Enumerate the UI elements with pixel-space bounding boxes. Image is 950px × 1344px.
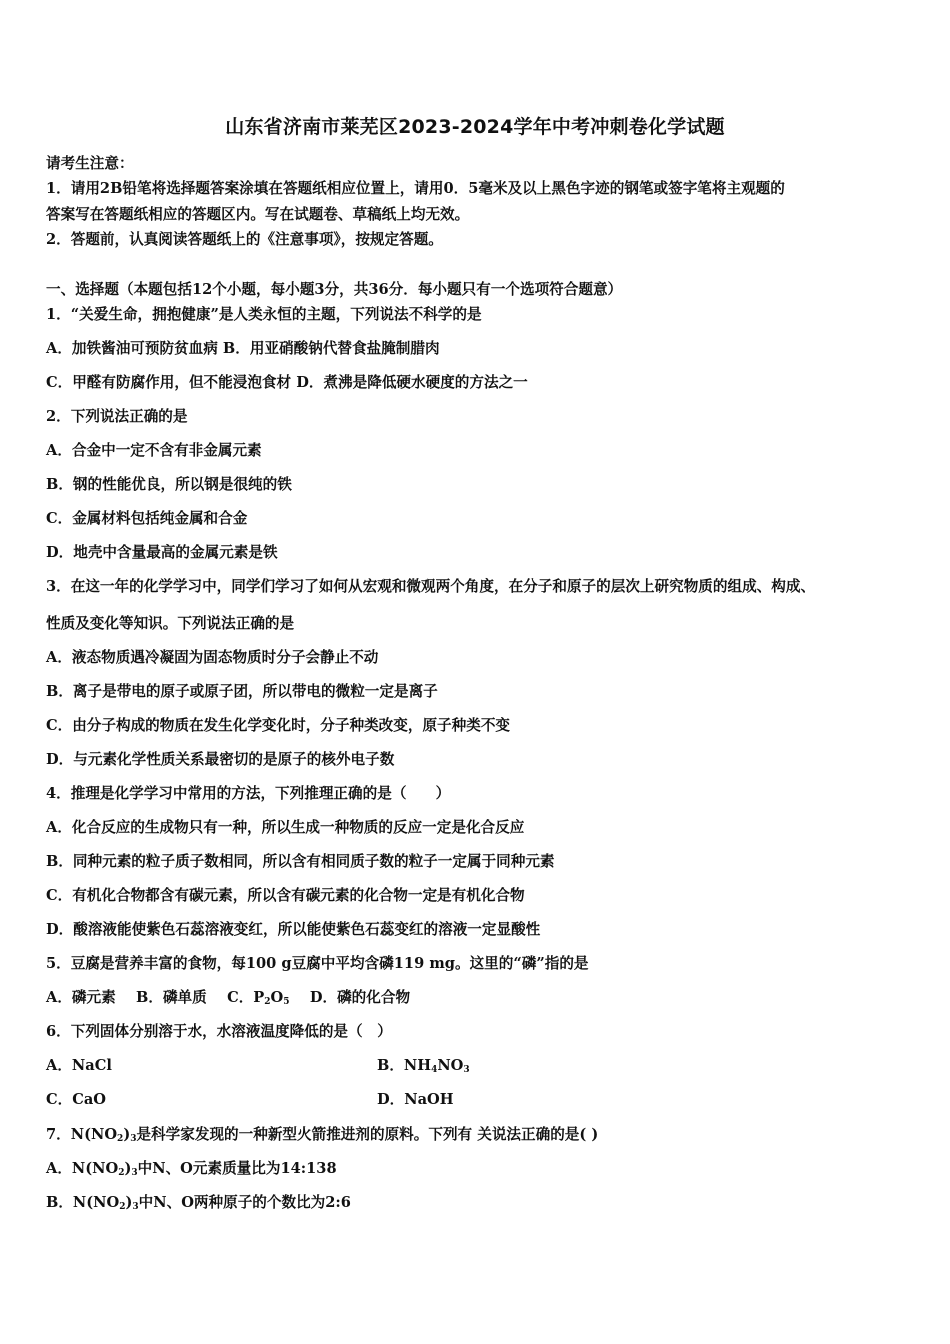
q2-option-d: D．地壳中含量最高的金属元素是铁 xyxy=(46,544,278,561)
q4-option-a: A．化合反应的生成物只有一种，所以生成一种物质的反应一定是化合反应 xyxy=(46,819,525,836)
q5-stem: 5．豆腐是营养丰富的食物，每100 g豆腐中平均含磷119 mg。这里的“磷”指的是 xyxy=(46,955,589,972)
q3-stem-2: 性质及变化等知识。下列说法正确的是 xyxy=(46,615,295,632)
q1-stem: 1．“关爱生命，拥抱健康”是人类永恒的主题，下列说法不科学的是 xyxy=(46,306,482,323)
q5-options xyxy=(46,986,410,1007)
page-title: 山东省济南市莱芜区2023-2024学年中考冲刺卷化学试题 xyxy=(225,116,725,138)
q2-option-a: A．合金中一定不含有非金属元素 xyxy=(46,442,262,459)
q3-stem-1: 3．在这一年的化学学习中，同学们学习了如何从宏观和微观两个角度，在分子和原子的层次上研究物质的组成、构成、 xyxy=(46,578,816,595)
q6-option-c: C．CaO xyxy=(46,1091,106,1108)
section-heading: 一、选择题（本题包括12个小题，每小题3分，共36分．每小题只有一个选项符合题意） xyxy=(46,281,623,298)
q3-option-d: D．与元素化学性质关系最密切的是原子的核外电子数 xyxy=(46,751,395,768)
notice-line-1a: 1．请用2B铅笔将选择题答案涂填在答题纸相应位置上，请用0．5毫米及以上黑色字迹的钢笔或签字笔将主观题的 xyxy=(46,180,785,197)
q2-option-c: C．金属材料包括纯金属和合金 xyxy=(46,510,248,527)
q4-option-c: C．有机化合物都含有碳元素，所以含有碳元素的化合物一定是有机化合物 xyxy=(46,887,525,904)
q6-option-d: D．NaOH xyxy=(377,1091,454,1108)
notice-heading: 请考生注意： xyxy=(46,155,134,172)
q7-stem: 7．$N(NO_2)_3$是科学家发现的一种新型火箭推进剂的原料。下列有 关说法正确的是( ) xyxy=(46,1126,599,1144)
q7-option-a: A．$N(NO_2)_3$中N、O元素质量比为14:138 xyxy=(46,1160,337,1178)
q5-option-b: B．磷单质 xyxy=(136,989,207,1006)
q6-stem: 6．下列固体分别溶于水，水溶液温度降低的是（ ） xyxy=(46,1023,392,1040)
q5-option-a: A．磷元素 xyxy=(46,989,116,1006)
q2-option-b: B．钢的性能优良，所以钢是很纯的铁 xyxy=(46,476,292,493)
notice-line-2: 2．答题前，认真阅读答题纸上的《注意事项》，按规定答题。 xyxy=(46,231,443,248)
q5-option-d: D．磷的化合物 xyxy=(309,989,411,1006)
q3-option-a: A．液态物质遇冷凝固为固态物质时分子会静止不动 xyxy=(46,649,379,666)
q1-options-cd: C．甲醛有防腐作用，但不能浸泡食材 D．煮沸是降低硬水硬度的方法之一 xyxy=(46,374,528,391)
q6-option-b: B．$NH_4NO_3$ xyxy=(377,1057,470,1075)
q4-option-b: B．同种元素的粒子质子数相同，所以含有相同质子数的粒子一定属于同种元素 xyxy=(46,853,555,870)
q4-stem: 4．推理是化学学习中常用的方法，下列推理正确的是（ ） xyxy=(46,785,451,802)
q5-option-c: C．$P_2O_5$ xyxy=(227,989,290,1007)
notice-line-1b: 答案写在答题纸相应的答题区内。写在试题卷、草稿纸上均无效。 xyxy=(46,206,470,223)
q2-stem: 2．下列说法正确的是 xyxy=(46,408,188,425)
q3-option-b: B．离子是带电的原子或原子团，所以带电的微粒一定是离子 xyxy=(46,683,438,700)
q7-option-b: B．$N(NO_2)_3$中N、O两种原子的个数比为2:6 xyxy=(46,1194,351,1212)
q1-options-ab: A．加铁酱油可预防贫血病 B．用亚硝酸钠代替食盐腌制腊肉 xyxy=(46,340,440,357)
q3-option-c: C．由分子构成的物质在发生化学变化时，分子种类改变，原子种类不变 xyxy=(46,717,511,734)
q4-option-d: D．酸溶液能使紫色石蕊溶液变红，所以能使紫色石蕊变红的溶液一定显酸性 xyxy=(46,921,541,938)
q6-option-a: A．NaCl xyxy=(46,1057,112,1074)
